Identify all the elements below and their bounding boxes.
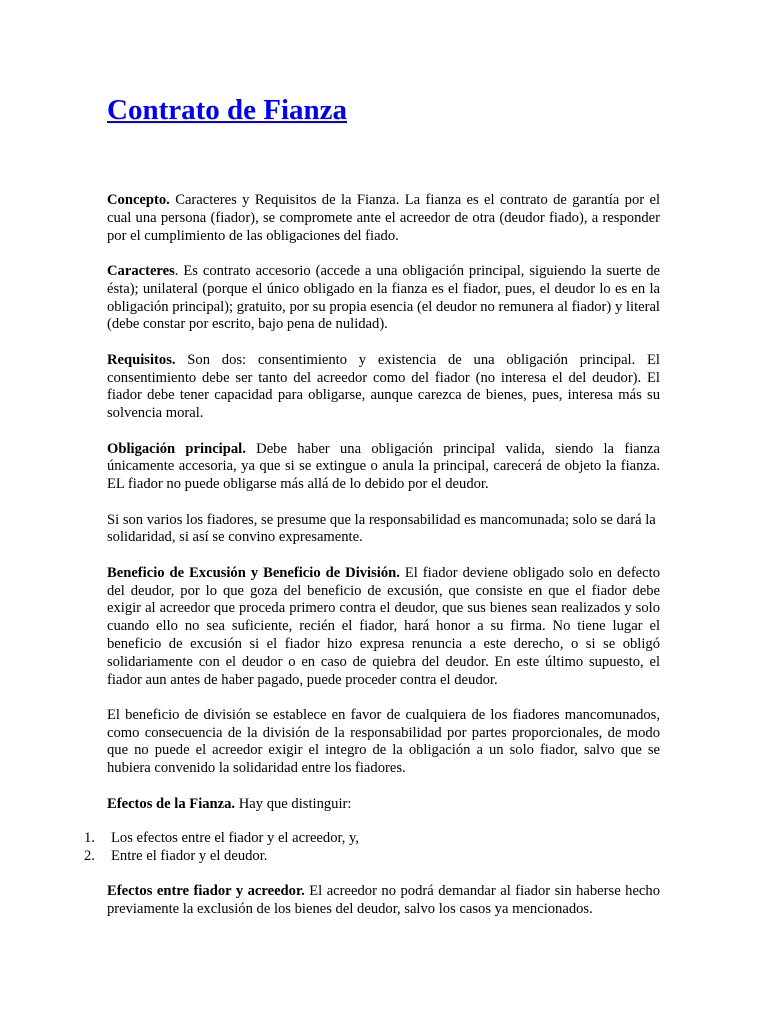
text-efectos-fiador-acreedor: El acreedor no podrá demandar al fiador sin haberse hecho previamente la exclusión de los bienes del deudor, salvo los casos ya mencionados. [107,883,660,918]
term-efectos-fianza: Efectos de la Fianza. [107,795,236,812]
document-title-link[interactable]: Contrato de Fianza [107,94,348,126]
term-efectos-fiador-acreedor: Efectos entre fiador y acreedor. [107,883,305,900]
term-caracteres: Caracteres [107,262,175,279]
paragraph-concepto [107,192,660,245]
paragraph-beneficio-excusion [107,565,660,690]
list-text: Entre el fiador y el deudor. [111,847,268,864]
list-text: Los efectos entre el fiador y el acreedor, y, [111,830,360,847]
paragraph-caracteres [107,263,660,334]
paragraph-efectos-fianza [107,796,660,814]
text-beneficio-division: El beneficio de división se establece en favor de cualquiera de los fiadores mancomunados, como consecuencia de la división de la responsabilidad por partes proporcionales, de modo que no puede el acreedor exigir el integro de la obligación a un solo fiador, salvo que se hubiera convenido la solidaridad entre los fiadores. [107,706,660,777]
text-efectos-fianza: Hay que distinguir: [235,795,352,812]
list-item [84,830,660,848]
list-item [84,847,660,866]
paragraph-varios-fiadores [107,512,660,548]
text-obligacion-principal: Debe haber una obligación principal valida, siendo la fianza únicamente accesoria, ya que si se extingue o anula la principal, carecerá de objeto la fianza. EL fiador no puede obligarse más allá de lo debido por el deudor. [107,440,660,493]
term-obligacion-principal: Obligación principal. [107,440,246,457]
term-concepto: Concepto. [107,192,170,208]
text-varios-fiadores: Si son varios los fiadores, se presume que la responsabilidad es mancomunada; solo se dará la solidaridad, si así se convino expresamente. [107,511,656,546]
term-beneficio-excusion: Beneficio de Excusión y Beneficio de División. [107,564,400,581]
effects-list [84,830,660,866]
text-caracteres: . Es contrato accesorio (accede a una obligación principal, siguiendo la suerte de ésta); unilateral (porque el único obligado en la fianza es el fiador, pues, el deudor lo es en la obligación principal); gratuito, por su propia esencia (el deudor no remunera al fiador) y literal (debe constar por escrito, bajo pena de nulidad). [107,262,660,333]
list-number: 1. [84,830,95,847]
paragraph-obligacion-principal [107,441,660,494]
text-beneficio-excusion: El fiador deviene obligado solo en defecto del deudor, por lo que goza del beneficio de excusión, que consiste en que el fiador debe exigir al acreedor que proceda primero contra el deudor, que sus bienes sean realizados y solo cuando ello no sea suficiente, recién el fiador, hará honor a su firma. No tiene lugar el beneficio de excusión si el fiador hizo expresa renuncia a este derecho, o si se obligó solidariamente con el deudor o en caso de quiebra del deudor. En este último supuesto, el fiador aun antes de haber pagado, puede proceder contra el deudor. [107,564,660,688]
text-requisitos: Son dos: consentimiento y existencia de una obligación principal. El consentimiento debe ser tanto del acreedor como del fiador (no interesa el del deudor). El fiador debe tener capacidad para obligarse, aunque carezca de bienes, pues, interesa más su solvencia moral. [107,351,660,422]
paragraph-requisitos [107,352,660,423]
term-requisitos: Requisitos. [107,351,176,368]
list-number: 2. [84,847,95,864]
paragraph-beneficio-division [107,707,660,778]
text-concepto: Caracteres y Requisitos de la Fianza. La fianza es el contrato de garantía por el cual una persona (fiador), se compromete ante el acreedor de otra (deudor fiado), a responder por el cumplimiento de las obligaciones del fiado. [107,192,660,244]
document-body [84,192,660,937]
paragraph-efectos-fiador-acreedor [107,883,660,919]
